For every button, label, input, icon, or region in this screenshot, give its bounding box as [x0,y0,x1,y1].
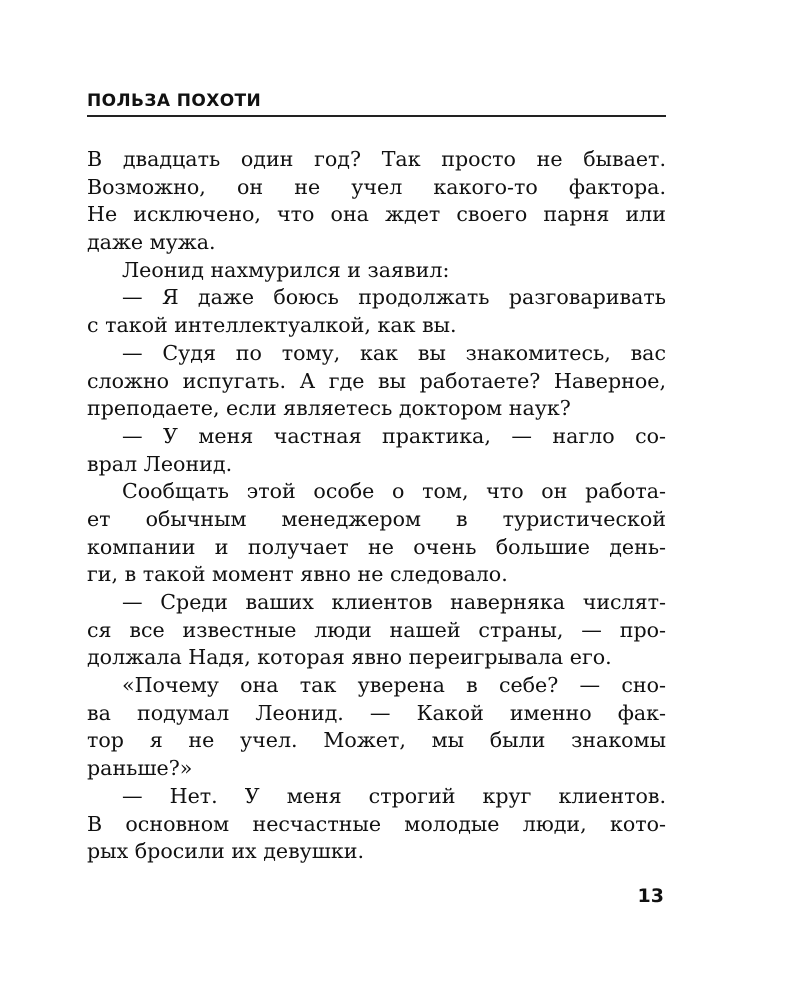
text-line: компании и получает не очень большие день- [87,534,666,559]
text-line: тор я не учел. Может, мы были знакомы [87,728,666,753]
text-line: раньше?» [87,756,193,781]
text-line: ги, в такой момент явно не следовало. [87,562,508,587]
text-line: с такой интеллектуалкой, как вы. [87,313,457,338]
page-number: 13 [637,885,664,907]
text-line: врал Леонид. [87,451,233,476]
text-line: преподаете, если являетесь доктором наук? [87,396,571,421]
text-line: сложно испугать. А где вы работаете? Наверное, [87,368,666,393]
text-line: Сообщать этой особе о том, что он работа- [122,479,666,504]
text-line: Возможно, он не учел какого-то фактора. [87,174,666,199]
text-line: — Среди ваших клиентов наверняка числят- [122,590,666,614]
text-line: даже мужа. [87,230,216,255]
text-line: Леонид нахмурился и заявил: [122,257,450,282]
text-line: — Я даже боюсь продолжать разговаривать [122,285,666,310]
text-line: В основном несчастные молодые люди, кото- [87,811,666,836]
text-line: должала Надя, которая явно переигрывала его. [87,645,612,670]
header-rule [87,115,666,117]
text-line: — Судя по тому, как вы знакомитесь, вас [122,340,666,365]
text-line: В двадцать один год? Так просто не бывает. [87,147,666,171]
text-line: рых бросили их девушки. [87,839,365,864]
running-head: ПОЛЬЗА ПОХОТИ [87,91,262,111]
text-line: «Почему она так уверена в себе? — сно- [122,673,666,698]
text-line: ся все известные люди нашей страны, — про- [87,617,666,642]
text-line: — Нет. У меня строгий круг клиентов. [122,783,666,808]
body-text [87,146,666,866]
text-line: — У меня частная практика, — нагло со- [122,423,666,448]
text-line: Не исключено, что она ждет своего парня или [87,202,666,227]
text-line: ет обычным менеджером в туристической [87,506,666,531]
text-line: ва подумал Леонид. — Какой именно фак- [87,700,666,725]
